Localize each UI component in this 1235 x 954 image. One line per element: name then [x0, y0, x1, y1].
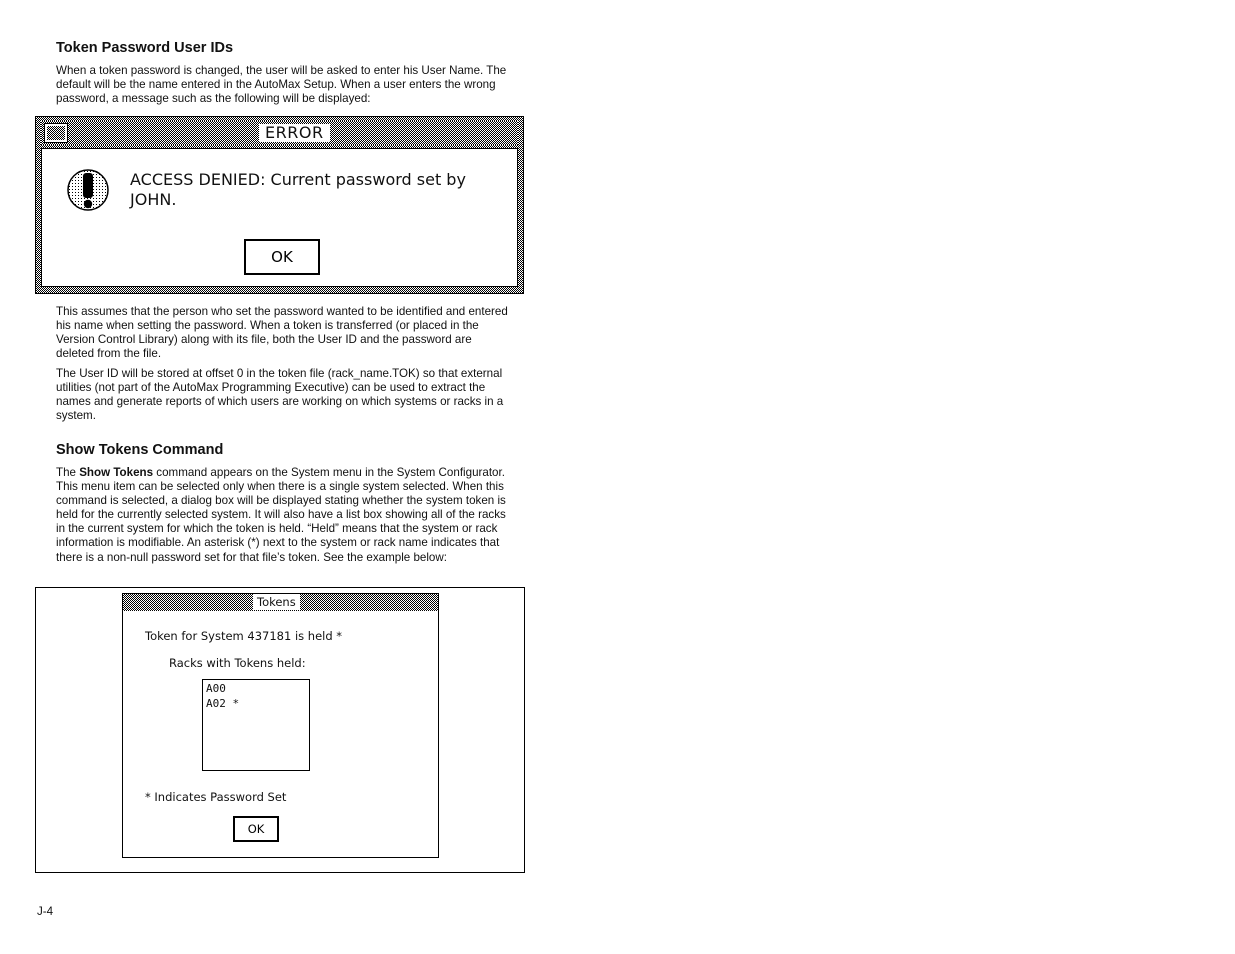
intro-paragraph: When a token password is changed, the user will be asked to enter his User Name. The default will be the name entered in the AutoMax Setup. When a user enters the wrong password, a message such as the following will be displayed: [56, 64, 507, 106]
show-tokens-paragraph: The Show Tokens command appears on the System menu in the System Configurator. This menu item can be selected only when there is a single system selected. When this command is selected, a dialog box will be displayed stating whether the system token is held for the currently selected system. It will also have a list box showing all of the racks in the current system for which the token is held. “Held” means that the system or rack information is modifiable. An asterisk (*) next to the system or rack name indicates that there is a non-null password set for that file’s token. See the example below: [56, 466, 506, 564]
show-tokens-command-name: Show Tokens [79, 466, 154, 479]
exclamation-icon [66, 168, 110, 212]
body-paragraph-2: The User ID will be stored at offset 0 in the token file (rack_name.TOK) so that external utilities (not part of the AutoMax Programming Executive) can be used to extract the names and generate reports of which users are working on which systems or racks in a system. [56, 367, 504, 423]
error-dialog-body [41, 148, 518, 287]
section-heading-show-tokens-command: Show Tokens Command [56, 442, 224, 458]
tokens-dialog-title: Tokens [253, 594, 300, 610]
tokens-ok-button[interactable]: OK [233, 816, 279, 842]
error-dialog-title-bar [41, 121, 518, 145]
error-message: ACCESS DENIED: Current password set by JOHN. [130, 170, 466, 209]
error-dialog-title: ERROR [259, 124, 330, 142]
tokens-dialog [122, 593, 439, 858]
tokens-example-frame [35, 587, 525, 873]
system-menu-icon[interactable] [44, 123, 68, 143]
list-item[interactable]: A02 * [206, 697, 240, 710]
error-dialog [35, 116, 524, 294]
list-item[interactable]: A00 [206, 682, 226, 695]
racks-label: Racks with Tokens held: [169, 656, 306, 670]
password-set-footnote: * Indicates Password Set [145, 790, 287, 804]
tokens-dialog-title-bar [123, 594, 438, 611]
page-number: J-4 [37, 905, 54, 918]
body-paragraph-1: This assumes that the person who set the password wanted to be identified and entered his name when setting the password. When a token is transferred (or placed in the Version Control Library) along with its file, both the User ID and the password are deleted from the file. [56, 305, 508, 361]
system-token-status: Token for System 437181 is held * [145, 629, 343, 643]
section-heading-token-password-user-ids: Token Password User IDs [56, 40, 234, 56]
ok-button[interactable]: OK [244, 239, 320, 275]
racks-list-box[interactable] [202, 679, 310, 771]
